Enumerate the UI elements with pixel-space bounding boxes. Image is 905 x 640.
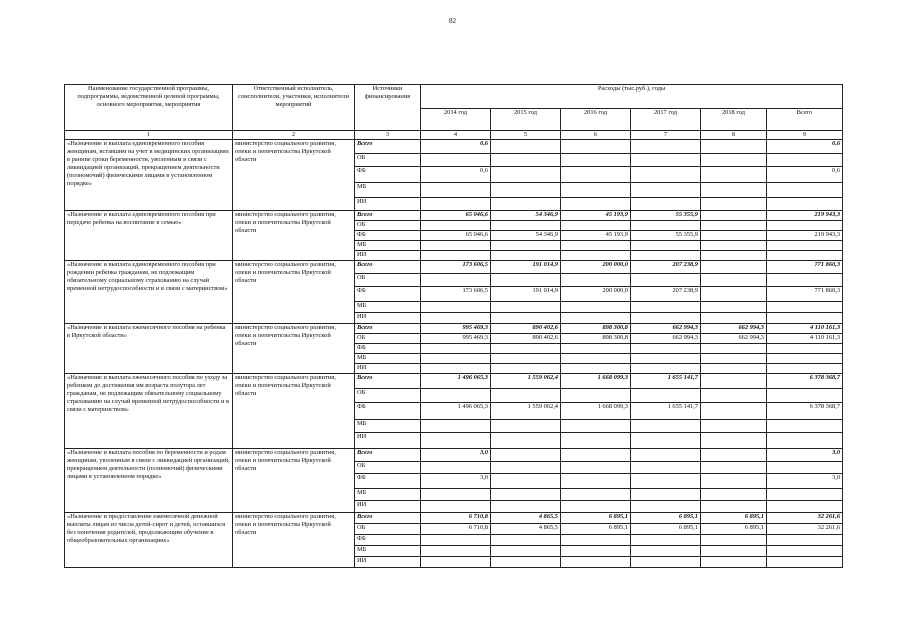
year-value-cell <box>421 489 491 501</box>
year-value-cell <box>701 140 767 154</box>
year-value-cell <box>421 154 491 167</box>
year-value-cell <box>561 167 631 183</box>
funding-source: ОБ <box>355 154 421 167</box>
year-value-cell: 662 994,3 <box>631 334 701 344</box>
year-value-cell: 200 000,0 <box>561 287 631 302</box>
year-value-cell: 4 865,5 <box>491 513 561 524</box>
year-value-cell <box>421 344 491 354</box>
year-value-cell <box>491 302 561 313</box>
year-value-cell <box>421 241 491 251</box>
total-value-cell <box>767 274 843 287</box>
year-value-cell: 6 710,8 <box>421 524 491 535</box>
year-value-cell <box>631 546 701 557</box>
column-number: 1 <box>65 131 233 140</box>
year-value-cell <box>701 221 767 231</box>
total-value-cell <box>767 183 843 198</box>
measure-name: «Назначение и выплата ежемесячного пособия по уходу за ребенком до достижения им возраста полутора лет гражданам, не подлежащим обязательному социальному страхованию на случай временной нетрудоспособности и в связи с материнством» <box>65 374 233 449</box>
funding-source: Всего <box>355 140 421 154</box>
year-value-cell: 6 895,1 <box>631 524 701 535</box>
page-number: 82 <box>449 17 456 25</box>
year-value-cell: 1 496 065,3 <box>421 374 491 389</box>
year-value-cell: 1 668 099,3 <box>561 374 631 389</box>
table-row <box>65 374 843 389</box>
year-value-cell: 1 496 065,3 <box>421 403 491 420</box>
year-value-cell <box>701 403 767 420</box>
year-value-cell <box>561 221 631 231</box>
year-value-cell <box>701 449 767 462</box>
year-value-cell <box>491 167 561 183</box>
total-value-cell: 771 860,3 <box>767 287 843 302</box>
year-value-cell <box>631 557 701 568</box>
year-value-cell: 6 895,1 <box>701 524 767 535</box>
year-value-cell <box>491 557 561 568</box>
year-value-cell: 45 193,9 <box>561 211 631 221</box>
year-value-cell: 6 710,8 <box>421 513 491 524</box>
year-value-cell <box>561 274 631 287</box>
year-value-cell <box>631 274 701 287</box>
header-year: 2017 год <box>631 109 701 131</box>
total-value-cell <box>767 198 843 211</box>
funding-source: ФБ <box>355 403 421 420</box>
year-value-cell: 173 606,5 <box>421 287 491 302</box>
year-value-cell <box>491 546 561 557</box>
funding-source: Всего <box>355 374 421 389</box>
year-value-cell: 55 355,9 <box>631 231 701 241</box>
year-value-cell <box>491 389 561 403</box>
total-value-cell <box>767 501 843 513</box>
year-value-cell <box>421 354 491 364</box>
year-value-cell <box>701 546 767 557</box>
measure-executor: министерство социального развития, опеки и попечительства Иркутской области <box>233 374 355 449</box>
measure-name: «Назначение и выплата ежемесячного пособия на ребенка в Иркутской области» <box>65 324 233 374</box>
year-value-cell: 191 014,9 <box>491 261 561 274</box>
year-value-cell <box>701 474 767 489</box>
total-value-cell: 6 378 368,7 <box>767 403 843 420</box>
funding-source: ФБ <box>355 167 421 183</box>
total-value-cell <box>767 354 843 364</box>
year-value-cell <box>631 501 701 513</box>
year-value-cell <box>631 474 701 489</box>
year-value-cell <box>491 474 561 489</box>
total-value-cell: 3,0 <box>767 474 843 489</box>
year-value-cell <box>421 183 491 198</box>
year-value-cell: 54 346,9 <box>491 231 561 241</box>
year-value-cell: 3,0 <box>421 449 491 462</box>
year-value-cell <box>491 535 561 546</box>
year-value-cell <box>631 489 701 501</box>
funding-source: ОБ <box>355 274 421 287</box>
year-value-cell <box>561 364 631 374</box>
funding-source: Всего <box>355 261 421 274</box>
year-value-cell <box>491 221 561 231</box>
year-value-cell <box>491 354 561 364</box>
column-number: 5 <box>491 131 561 140</box>
total-value-cell: 32 261,6 <box>767 513 843 524</box>
total-value-cell <box>767 546 843 557</box>
total-value-cell: 219 943,3 <box>767 231 843 241</box>
year-value-cell: 6 895,1 <box>561 524 631 535</box>
year-value-cell <box>491 183 561 198</box>
year-value-cell <box>421 274 491 287</box>
year-value-cell <box>631 535 701 546</box>
year-value-cell: 1 655 141,7 <box>631 374 701 389</box>
year-value-cell <box>701 535 767 546</box>
year-value-cell <box>701 433 767 449</box>
funding-source: МБ <box>355 546 421 557</box>
year-value-cell <box>561 154 631 167</box>
total-value-cell <box>767 302 843 313</box>
year-value-cell <box>631 183 701 198</box>
year-value-cell <box>491 154 561 167</box>
column-number: 8 <box>701 131 767 140</box>
year-value-cell <box>561 546 631 557</box>
year-value-cell: 3,0 <box>421 474 491 489</box>
year-value-cell: 65 046,6 <box>421 211 491 221</box>
year-value-cell <box>701 251 767 261</box>
year-value-cell <box>631 198 701 211</box>
year-value-cell <box>701 274 767 287</box>
year-value-cell <box>631 251 701 261</box>
measure-executor: министерство социального развития, опеки и попечительства Иркутской области <box>233 140 355 211</box>
funding-source: Всего <box>355 449 421 462</box>
year-value-cell <box>631 344 701 354</box>
year-value-cell <box>631 449 701 462</box>
year-value-cell <box>561 449 631 462</box>
year-value-cell: 200 000,0 <box>561 261 631 274</box>
year-value-cell <box>701 302 767 313</box>
total-value-cell: 0,6 <box>767 167 843 183</box>
year-value-cell <box>631 462 701 474</box>
year-value-cell <box>561 535 631 546</box>
year-value-cell: 207 238,9 <box>631 261 701 274</box>
header-year: 2016 год <box>561 109 631 131</box>
year-value-cell <box>701 231 767 241</box>
funding-source: ФБ <box>355 344 421 354</box>
funding-source: Всего <box>355 211 421 221</box>
total-value-cell <box>767 489 843 501</box>
total-value-cell <box>767 433 843 449</box>
header-year: 2015 год <box>491 109 561 131</box>
year-value-cell <box>561 389 631 403</box>
year-value-cell <box>421 364 491 374</box>
year-value-cell <box>561 354 631 364</box>
total-value-cell: 3,0 <box>767 449 843 462</box>
measure-name: «Назначение и выплата единовременного пособия при передаче ребенка на воспитание в семью» <box>65 211 233 261</box>
year-value-cell <box>491 313 561 324</box>
header-year: 2018 год <box>701 109 767 131</box>
year-value-cell <box>631 364 701 374</box>
funding-source: ОБ <box>355 389 421 403</box>
column-number: 9 <box>767 131 843 140</box>
year-value-cell <box>631 389 701 403</box>
year-value-cell <box>561 489 631 501</box>
year-value-cell <box>631 167 701 183</box>
funding-source: ФБ <box>355 231 421 241</box>
year-value-cell <box>561 140 631 154</box>
year-value-cell <box>561 501 631 513</box>
header-expenses: Расходы (тыс.руб.), годы <box>421 85 843 109</box>
year-value-cell: 55 355,9 <box>631 211 701 221</box>
year-value-cell <box>701 364 767 374</box>
expenses-table <box>64 84 843 568</box>
total-value-cell <box>767 344 843 354</box>
year-value-cell <box>701 261 767 274</box>
year-value-cell <box>421 198 491 211</box>
table-body <box>65 140 843 568</box>
year-value-cell <box>631 241 701 251</box>
header-year: 2014 год <box>421 109 491 131</box>
year-value-cell: 6 895,1 <box>631 513 701 524</box>
funding-source: ОБ <box>355 524 421 535</box>
measure-name: «Назначение и выплата пособия по беременности и родам женщинам, уволенным в связи с ликвидацией организаций, прекращением деятельности (полномочий) физическими лицами в установленном порядке» <box>65 449 233 513</box>
year-value-cell: 1 655 141,7 <box>631 403 701 420</box>
total-value-cell <box>767 154 843 167</box>
table-row <box>65 140 843 154</box>
year-value-cell <box>561 313 631 324</box>
year-value-cell: 995 469,3 <box>421 324 491 334</box>
column-number: 3 <box>355 131 421 140</box>
year-value-cell: 0,6 <box>421 167 491 183</box>
year-value-cell <box>491 420 561 433</box>
funding-source: ИИ <box>355 501 421 513</box>
year-value-cell <box>561 474 631 489</box>
year-value-cell <box>701 374 767 389</box>
column-number: 7 <box>631 131 701 140</box>
year-value-cell <box>421 557 491 568</box>
year-value-cell: 54 346,9 <box>491 211 561 221</box>
total-value-cell <box>767 462 843 474</box>
year-value-cell <box>701 501 767 513</box>
year-value-cell <box>631 433 701 449</box>
year-value-cell <box>491 364 561 374</box>
total-value-cell <box>767 420 843 433</box>
year-value-cell: 662 994,3 <box>701 334 767 344</box>
header-total: Всего <box>767 109 843 131</box>
table-row <box>65 211 843 221</box>
year-value-cell <box>631 302 701 313</box>
table-row <box>65 324 843 334</box>
year-value-cell <box>701 241 767 251</box>
measure-name: «Назначение и предоставление ежемесячной денежной выплаты лицам из числа детей-сирот и детей, оставшихся без попечения родителей, продолжающим обучение в общеобразовательных организациях» <box>65 513 233 568</box>
funding-source: МБ <box>355 302 421 313</box>
funding-source: Всего <box>355 324 421 334</box>
measure-executor: министерство социального развития, опеки и попечительства Иркутской области <box>233 211 355 261</box>
year-value-cell <box>631 221 701 231</box>
total-value-cell <box>767 313 843 324</box>
year-value-cell: 662 994,3 <box>631 324 701 334</box>
year-value-cell <box>561 198 631 211</box>
header-name: Наименование государственной программы, подпрограммы, ведомственной целевой программы, основного мероприятия, мероприятия <box>65 85 233 131</box>
column-number: 2 <box>233 131 355 140</box>
funding-source: ИИ <box>355 433 421 449</box>
year-value-cell <box>421 535 491 546</box>
year-value-cell <box>561 251 631 261</box>
total-value-cell: 771 860,3 <box>767 261 843 274</box>
year-value-cell <box>631 313 701 324</box>
year-value-cell <box>631 420 701 433</box>
measure-name: «Назначение и выплата единовременного пособия при рождении ребенка гражданам, не подлежащим обязательному социальному страхованию на случай временной нетрудоспособности и в связи с материнством» <box>65 261 233 324</box>
year-value-cell: 1 559 062,4 <box>491 374 561 389</box>
year-value-cell: 662 994,3 <box>701 324 767 334</box>
year-value-cell <box>631 154 701 167</box>
total-value-cell: 32 261,6 <box>767 524 843 535</box>
funding-source: ИИ <box>355 198 421 211</box>
year-value-cell <box>701 211 767 221</box>
total-value-cell <box>767 221 843 231</box>
funding-source: ОБ <box>355 221 421 231</box>
year-value-cell <box>701 557 767 568</box>
total-value-cell <box>767 364 843 374</box>
year-value-cell <box>561 302 631 313</box>
total-value-cell <box>767 241 843 251</box>
year-value-cell <box>491 140 561 154</box>
table-row <box>65 261 843 274</box>
year-value-cell <box>491 344 561 354</box>
year-value-cell: 1 668 099,3 <box>561 403 631 420</box>
total-value-cell <box>767 389 843 403</box>
year-value-cell <box>421 313 491 324</box>
funding-source: ФБ <box>355 287 421 302</box>
year-value-cell <box>701 354 767 364</box>
funding-source: МБ <box>355 183 421 198</box>
year-value-cell: 0,6 <box>421 140 491 154</box>
year-value-cell <box>701 462 767 474</box>
year-value-cell <box>491 251 561 261</box>
measure-executor: министерство социального развития, опеки и попечительства Иркутской области <box>233 324 355 374</box>
year-value-cell <box>421 501 491 513</box>
year-value-cell <box>631 140 701 154</box>
total-value-cell <box>767 251 843 261</box>
year-value-cell <box>491 501 561 513</box>
year-value-cell: 890 402,6 <box>491 324 561 334</box>
funding-source: ОБ <box>355 334 421 344</box>
funding-source: Всего <box>355 513 421 524</box>
year-value-cell <box>421 251 491 261</box>
year-value-cell <box>421 389 491 403</box>
year-value-cell: 65 046,6 <box>421 231 491 241</box>
year-value-cell <box>491 449 561 462</box>
year-value-cell <box>491 241 561 251</box>
column-number: 4 <box>421 131 491 140</box>
year-value-cell <box>421 221 491 231</box>
year-value-cell <box>561 241 631 251</box>
funding-source: ИИ <box>355 313 421 324</box>
year-value-cell <box>491 274 561 287</box>
year-value-cell <box>631 354 701 364</box>
funding-source: ИИ <box>355 557 421 568</box>
year-value-cell <box>701 198 767 211</box>
funding-source: ИИ <box>355 364 421 374</box>
year-value-cell <box>421 420 491 433</box>
year-value-cell <box>421 462 491 474</box>
year-value-cell <box>561 420 631 433</box>
funding-source: МБ <box>355 489 421 501</box>
year-value-cell <box>491 462 561 474</box>
funding-source: ФБ <box>355 474 421 489</box>
measure-executor: министерство социального развития, опеки и попечительства Иркутской области <box>233 449 355 513</box>
year-value-cell <box>421 546 491 557</box>
total-value-cell: 4 110 161,3 <box>767 324 843 334</box>
total-value-cell: 0,6 <box>767 140 843 154</box>
year-value-cell <box>561 557 631 568</box>
year-value-cell <box>491 489 561 501</box>
funding-source: МБ <box>355 420 421 433</box>
header-executor: Ответственный исполнитель, соисполнители, участники, исполнители мероприятий <box>233 85 355 131</box>
year-value-cell: 995 469,3 <box>421 334 491 344</box>
year-value-cell <box>701 287 767 302</box>
year-value-cell: 191 014,9 <box>491 287 561 302</box>
total-value-cell <box>767 557 843 568</box>
year-value-cell: 4 865,5 <box>491 524 561 535</box>
year-value-cell: 6 895,1 <box>701 513 767 524</box>
total-value-cell: 4 110 161,3 <box>767 334 843 344</box>
year-value-cell <box>701 313 767 324</box>
table-row <box>65 449 843 462</box>
year-value-cell <box>491 433 561 449</box>
year-value-cell: 207 238,9 <box>631 287 701 302</box>
funding-source: ОБ <box>355 462 421 474</box>
column-number: 6 <box>561 131 631 140</box>
measure-name: «Назначение и выплата единовременного пособия женщинам, вставшим на учет в медицинских организациях в ранние сроки беременности, уволенным в связи с ликвидацией организаций, прекращением деятельности (полномочий) физическими лицами в установленном порядке» <box>65 140 233 211</box>
funding-source: МБ <box>355 241 421 251</box>
funding-source: ИИ <box>355 251 421 261</box>
year-value-cell <box>421 433 491 449</box>
year-value-cell <box>701 489 767 501</box>
year-value-cell <box>561 433 631 449</box>
year-value-cell: 1 559 062,4 <box>491 403 561 420</box>
year-value-cell <box>561 183 631 198</box>
measure-executor: министерство социального развития, опеки и попечительства Иркутской области <box>233 513 355 568</box>
total-value-cell <box>767 535 843 546</box>
year-value-cell <box>561 462 631 474</box>
total-value-cell: 219 943,3 <box>767 211 843 221</box>
year-value-cell <box>701 167 767 183</box>
year-value-cell: 890 402,6 <box>491 334 561 344</box>
year-value-cell: 6 895,1 <box>561 513 631 524</box>
year-value-cell <box>701 389 767 403</box>
measure-executor: министерство социального развития, опеки и попечительства Иркутской области <box>233 261 355 324</box>
year-value-cell <box>491 198 561 211</box>
year-value-cell <box>701 344 767 354</box>
year-value-cell: 45 193,9 <box>561 231 631 241</box>
funding-source: МБ <box>355 354 421 364</box>
year-value-cell <box>421 302 491 313</box>
year-value-cell: 898 300,8 <box>561 334 631 344</box>
table-row <box>65 513 843 524</box>
year-value-cell <box>561 344 631 354</box>
funding-source: ФБ <box>355 535 421 546</box>
year-value-cell <box>701 154 767 167</box>
year-value-cell <box>701 183 767 198</box>
total-value-cell: 6 378 368,7 <box>767 374 843 389</box>
year-value-cell: 173 606,5 <box>421 261 491 274</box>
year-value-cell <box>701 420 767 433</box>
year-value-cell: 898 300,8 <box>561 324 631 334</box>
header-source: Источники финансирования <box>355 85 421 131</box>
